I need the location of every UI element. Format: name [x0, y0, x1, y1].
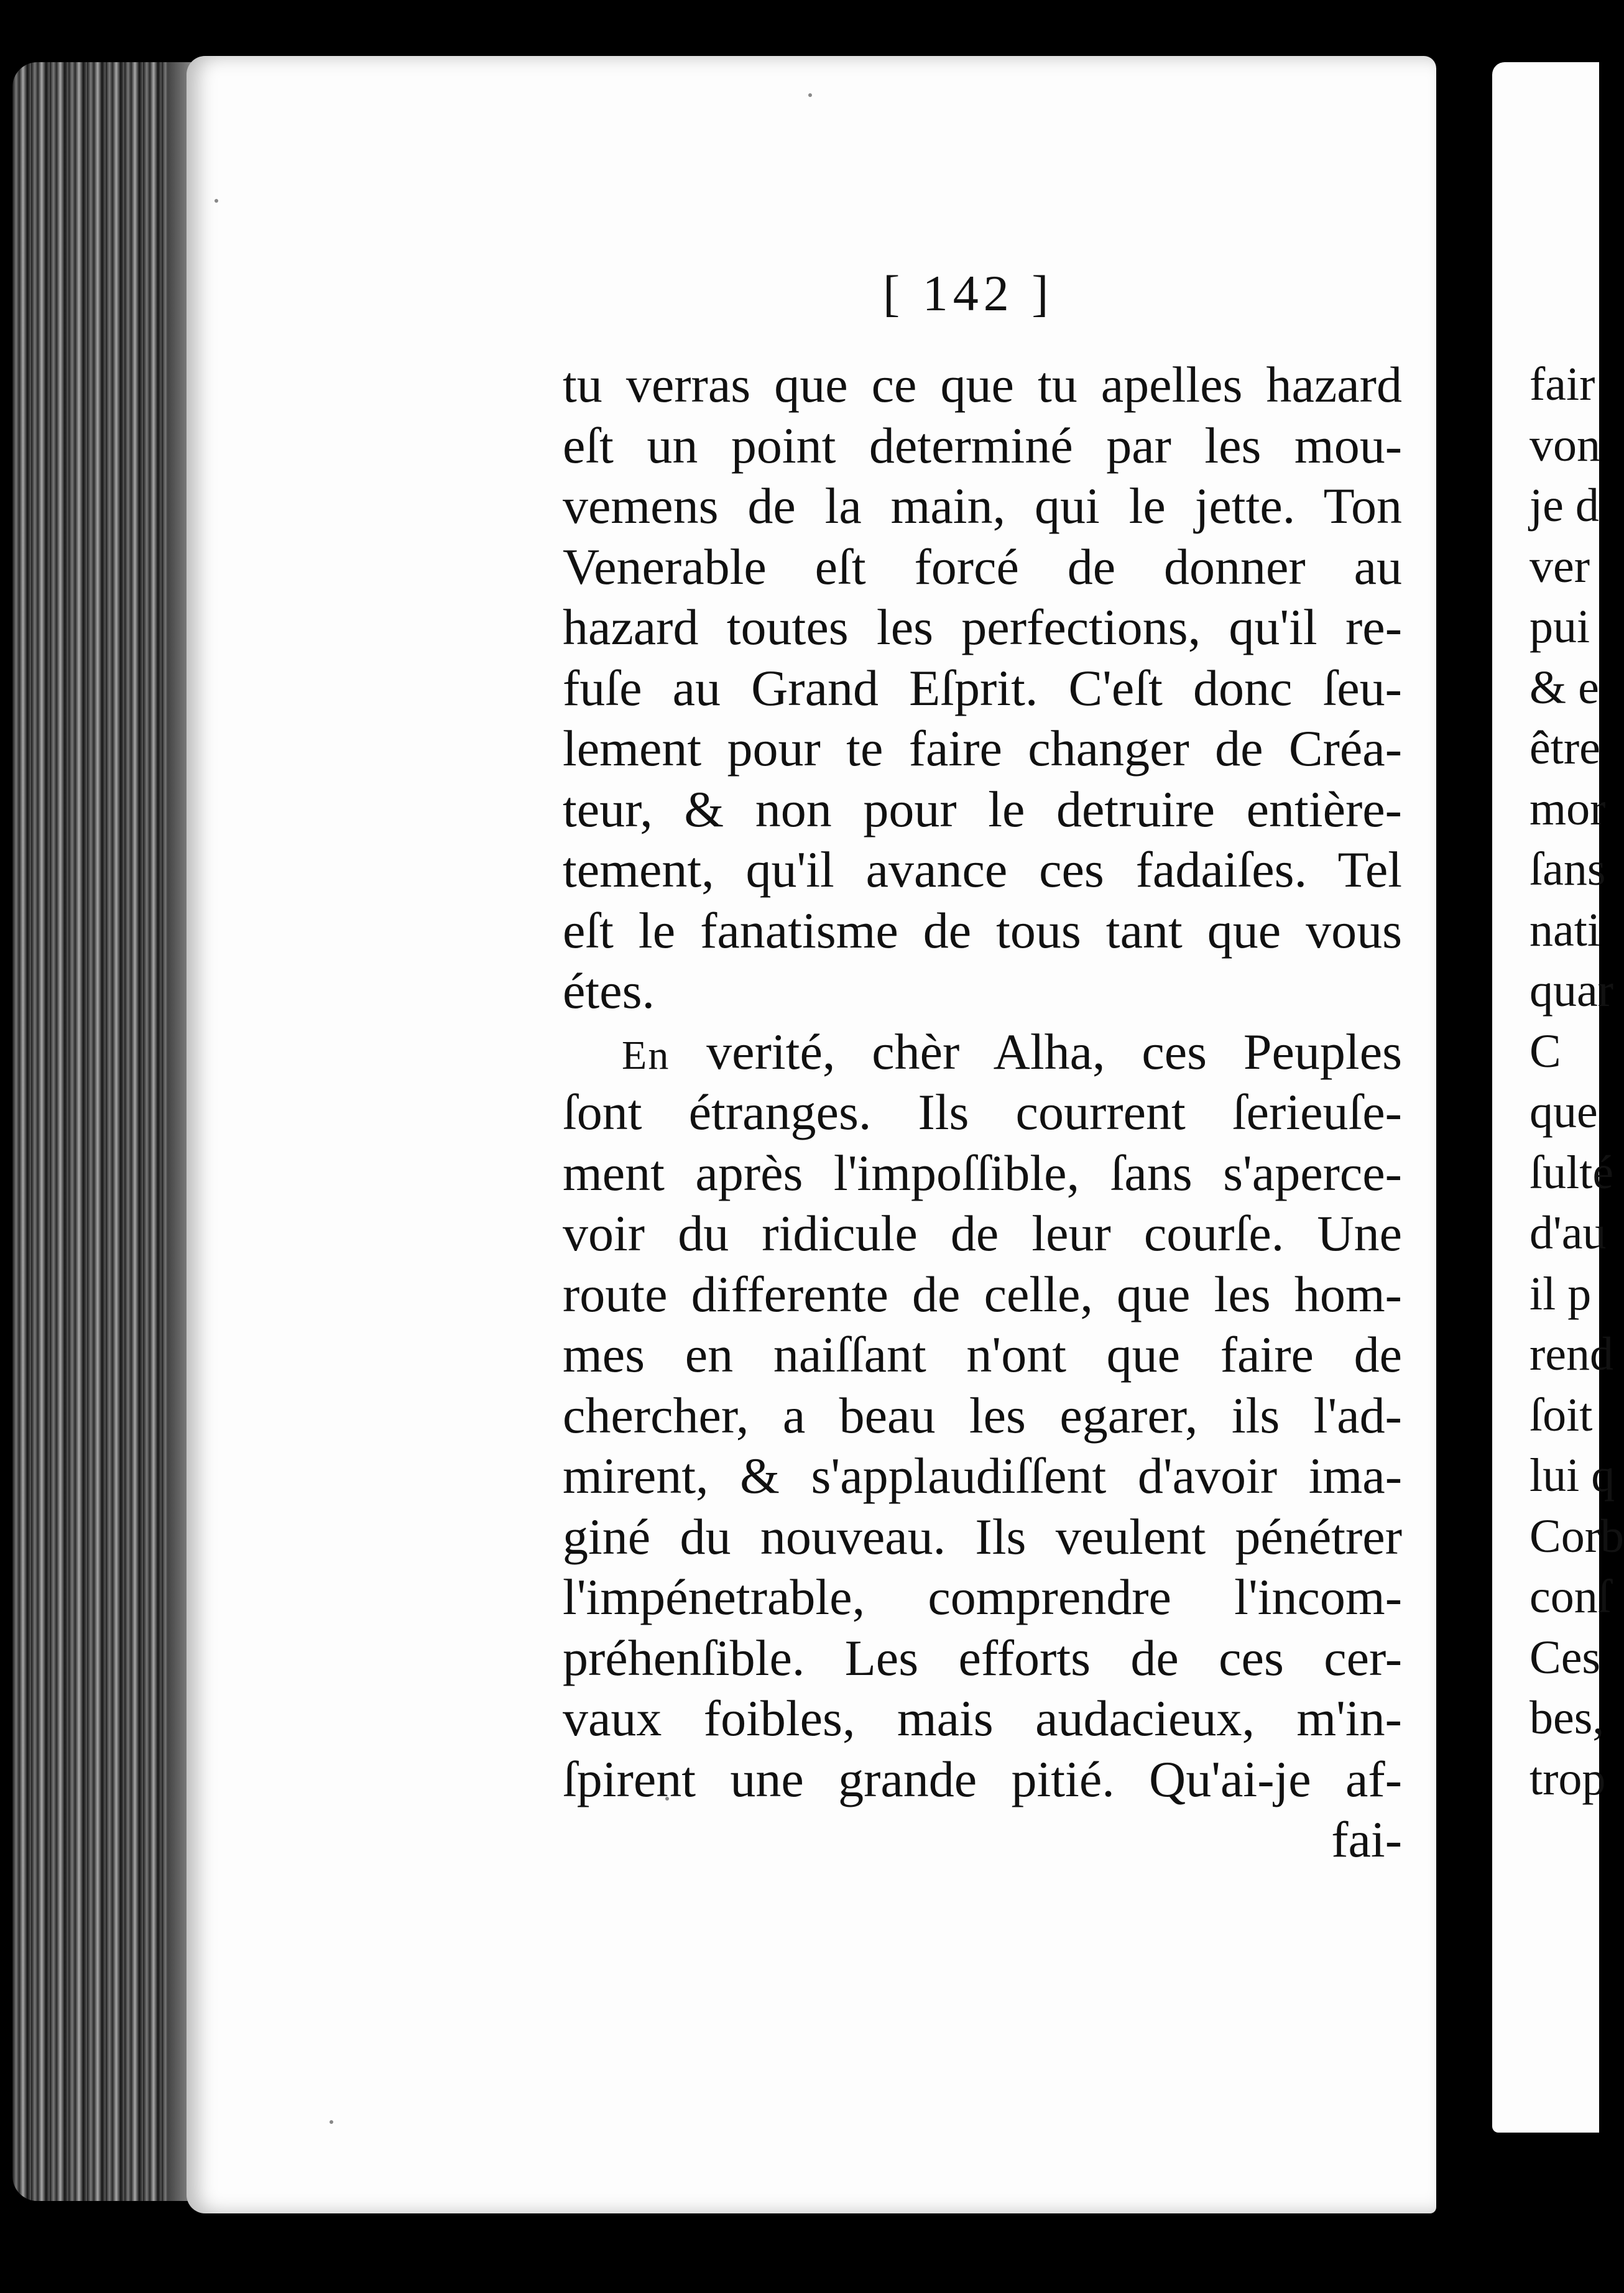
text-line: l'impénetrable, comprendre l'incom-	[563, 1569, 1402, 1625]
text-line: voir du ridicule de leur courſe. Une	[563, 1205, 1402, 1262]
facing-fragment: pui	[1529, 601, 1590, 653]
first-line-rest: verité, chèr Alha, ces Peuples	[670, 1023, 1402, 1080]
drop-cap-word: En	[622, 1032, 670, 1078]
facing-page-text	[1529, 354, 1624, 1809]
book-gutter	[1436, 0, 1492, 2293]
text-line: giné du nouveau. Ils veulent pénétrer	[563, 1508, 1402, 1565]
facing-fragment: mor	[1529, 782, 1606, 835]
facing-fragment: quar	[1529, 964, 1614, 1017]
text-line: lement pour te faire changer de Créa-	[563, 720, 1402, 777]
facing-fragment: von	[1529, 418, 1600, 471]
facing-fragment: trop	[1529, 1752, 1606, 1805]
facing-fragment: nati	[1529, 903, 1600, 956]
facing-fragment: Ces	[1529, 1631, 1600, 1684]
facing-fragment: ſulté	[1529, 1146, 1614, 1199]
text-line: ment après l'impoſſible, ſans s'aperce-	[563, 1144, 1402, 1201]
text-line: chercher, a beau les egarer, ils l'ad-	[563, 1386, 1402, 1444]
text-line: préhenſible. Les efforts de ces cer-	[563, 1629, 1402, 1686]
facing-fragment: être	[1529, 722, 1600, 774]
facing-fragment: je d	[1529, 479, 1599, 532]
text-line: vaux foibles, mais audacieux, m'in-	[563, 1690, 1402, 1746]
facing-fragment: rend	[1529, 1328, 1614, 1380]
facing-fragment: conſ	[1529, 1571, 1611, 1623]
text-line: hazard toutes les perfections, qu'il re-	[563, 599, 1402, 655]
text-line: ſpirent une grande pitié. Qu'ai-je af-	[563, 1750, 1402, 1807]
facing-fragment: Corb	[1529, 1510, 1624, 1562]
text-line: mes en naiſſant n'ont que faire de	[563, 1326, 1402, 1383]
text-line: fuſe au Grand Eſprit. C'eſt donc ſeu-	[563, 659, 1402, 716]
text-line: route differente de celle, que les hom-	[563, 1265, 1402, 1322]
page-number-header: [ 142 ]	[883, 265, 1054, 321]
facing-fragment: ver	[1529, 540, 1590, 593]
facing-fragment: que	[1529, 1086, 1598, 1138]
facing-fragment: & e	[1529, 661, 1599, 714]
catchword: fai-	[1331, 1811, 1402, 1868]
text-line: étes.	[563, 962, 655, 1019]
text-line: tement, qu'il avance ces fadaiſes. Tel	[563, 841, 1402, 898]
facing-fragment: ſans	[1529, 843, 1606, 895]
text-line: Venerable eſt forcé de donner au	[563, 538, 1402, 595]
text-line: ſont étranges. Ils courrent ſerieuſe-	[563, 1084, 1402, 1140]
text-line: eſt le fanatisme de tous tant que vous	[563, 902, 1402, 959]
text-line: teur, & non pour le detruire entière-	[563, 780, 1402, 837]
facing-fragment: fair	[1529, 358, 1595, 410]
facing-fragment: ſoit	[1529, 1388, 1593, 1441]
text-line: tu verras que ce que tu apelles hazard	[563, 356, 1402, 413]
facing-fragment: C	[1529, 1025, 1561, 1077]
page-text	[563, 354, 1402, 1870]
facing-fragment: il p	[1529, 1267, 1592, 1320]
facing-fragment: bes,	[1529, 1692, 1605, 1744]
text-line: mirent, & s'applaudiſſent d'avoir ima-	[563, 1447, 1402, 1504]
facing-fragment: lui q	[1529, 1449, 1615, 1502]
facing-page	[1492, 62, 1624, 2133]
paragraph-first-line	[563, 1022, 1402, 1082]
text-line: eſt un point determiné par les mou-	[563, 417, 1402, 474]
text-line: vemens de la main, qui le jette. Ton	[563, 478, 1402, 534]
facing-fragment: d'au	[1529, 1207, 1607, 1259]
